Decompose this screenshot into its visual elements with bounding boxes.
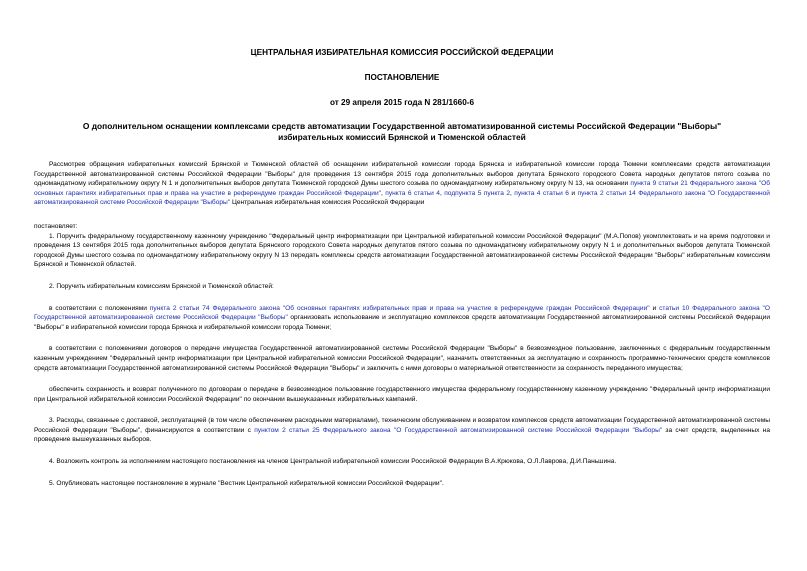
document-title: О дополнительном оснащении комплексами средств автоматизации Государственной автоматизированной системы Российской Федерации "Выборы" избирательных комиссий Брянской и Тюменской областей	[82, 121, 722, 142]
clause-1: 1. Поручить федеральному государственному казенному учреждению "Федеральный центр информатизации при Центральной избирательной комиссии Российской Федерации" (М.А.Попов) укомплектовать и на время подготовки и проведения 13 сентября 2015 года дополнительных выборов депутата Брянского городского Совета народных депутатов пятого созыва по одномандатному избирательному округу N 1 и дополнительных выборов депутата Тюменской городской Думы шестого созыва по одномандатному избирательному округу N 13 передать комплексы средств автоматизации Государственной автоматизированной системы Российской Федерации "Выборы" избирательным комиссиям Брянской и Тюменской областей.	[34, 232, 770, 269]
document-body	[34, 160, 770, 488]
law-link-ref-5[interactable]: пункта 2 статьи 14 Федерального закона "О Государственной автоматизированной системе Российской Федерации "Выборы"	[34, 189, 770, 207]
clause-4: 4. Возложить контроль за исполнением настоящего постановления на членов Центральной избирательной комиссии Российской Федерации В.А.Крюкова, О.Л.Лаврова, Д.И.Паньшина.	[49, 458, 617, 466]
clause-text: в соответствии с положениями	[49, 304, 150, 312]
issuing-organization: ЦЕНТРАЛЬНАЯ ИЗБИРАТЕЛЬНАЯ КОМИССИЯ РОССИЙСКОЙ ФЕДЕРАЦИИ	[250, 48, 554, 57]
document-date-number: от 29 апреля 2015 года N 281/1660-6	[329, 98, 475, 107]
link-separator: ,	[510, 189, 515, 197]
clause-2-item-b: в соответствии с положениями договоров о передаче имущества Государственной автоматизированной системы Российской Федерации "Выборы" в безвозмездное пользование, заключенных с федеральным государственным казенным учреждением "Федеральный центр информатизации при Центральной избирательной комиссии Российской Федерации", назначить ответственных за эксплуатацию и сохранность программно-технических средств комплексов средств автоматизации Государственной автоматизированной системы Российской Федерации "Выборы" и заключить с ними договоры о материальной ответственности за сохранность переданного имущества;	[34, 345, 770, 372]
law-link-ref-4[interactable]: пункта 4 статьи 6	[514, 189, 569, 197]
link-separator: ,	[439, 189, 445, 197]
clause-3	[34, 416, 770, 445]
preamble-text-end: Центральная избирательная комиссия Российской Федерации	[230, 199, 425, 207]
clause-2: 2. Поручить избирательным комиссиям Брянской и Тюменской областей:	[49, 282, 274, 290]
clause-2-item-c: обеспечить сохранность и возврат полученного по договорам о передаче в безвозмездное пользование государственного имущества федеральному государственному казенному учреждению "Федеральный центр информатизации при Центральной избирательной комиссии Российской Федерации" по окончании вышеуказанных избирательных кампаний.	[34, 386, 770, 403]
law-link-ref-2[interactable]: пункта 6 статьи 4	[385, 189, 440, 197]
law-link-ref-3[interactable]: подпункта 5 пункта 2	[444, 189, 510, 197]
clause-2-item-a	[34, 304, 770, 333]
clause-text-end: за счет средств, выделенных на проведение вышеуказанных выборов.	[34, 426, 770, 444]
clause-text-end: организовать использование и эксплуатацию комплексов средств автоматизации Государственной автоматизированной системы Российской Федерации "Выборы" в избирательной комиссии города Брянска и избирательной комиссии города Тюмени;	[34, 314, 771, 331]
link-separator: ,	[381, 189, 386, 197]
law-link-ref-1[interactable]: пункта 9 статьи 21 Федерального закона "Об основных гарантиях избирательных прав и права на участие в референдуме граждан Российской Федерации"	[34, 180, 770, 197]
preamble-text: Рассмотрев обращения избирательных комиссий Брянской и Тюменской областей об оснащении избирательной комиссии города Брянска и избирательной комиссии города Тюмени комплексами средств автоматизации Государственной автоматизированной системы Российской Федерации "Выборы" для проведения 13 сентября 2015 года дополнительных выборов депутата Брянского городского Совета народных депутатов пятого созыва по одномандатному избирательному округу N 1 и дополнительных выборов депутата Тюменской городской Думы шестого созыва по одномандатному избирательному округу N 13, на основании	[34, 161, 770, 188]
clause-5: 5. Опубликовать настоящее постановление в журнале "Вестник Центральной избирательной комиссии Российской Федерации".	[49, 479, 444, 487]
law-link-ref-8[interactable]: пунктом 2 статьи 25 Федерального закона "О Государственной автоматизированной системе Российской Федерации "Выборы"	[254, 426, 663, 434]
link-separator: и	[649, 304, 660, 312]
law-link-ref-7[interactable]: статьи 10 Федерального закона "О Государственной автоматизированной системе Российской Федерации "Выборы"	[34, 304, 770, 322]
decides-label: постановляет:	[34, 222, 78, 230]
document-type: ПОСТАНОВЛЕНИЕ	[364, 73, 440, 82]
link-separator: и	[568, 189, 578, 197]
law-link-ref-6[interactable]: пункта 2 статьи 74 Федерального закона "Об основных гарантиях избирательных прав и права на участие в референдуме граждан Российской Федерации"	[149, 304, 650, 312]
clause-text: 3. Расходы, связанные с доставкой, эксплуатацией (в том числе обеспечением расходными материалами), техническим обслуживанием и возвратом комплексов средств автоматизации Государственной автоматизированной системы Российской Федерации "Выборы", финансируются в соответствии с	[34, 417, 770, 434]
preamble-paragraph	[34, 160, 770, 208]
